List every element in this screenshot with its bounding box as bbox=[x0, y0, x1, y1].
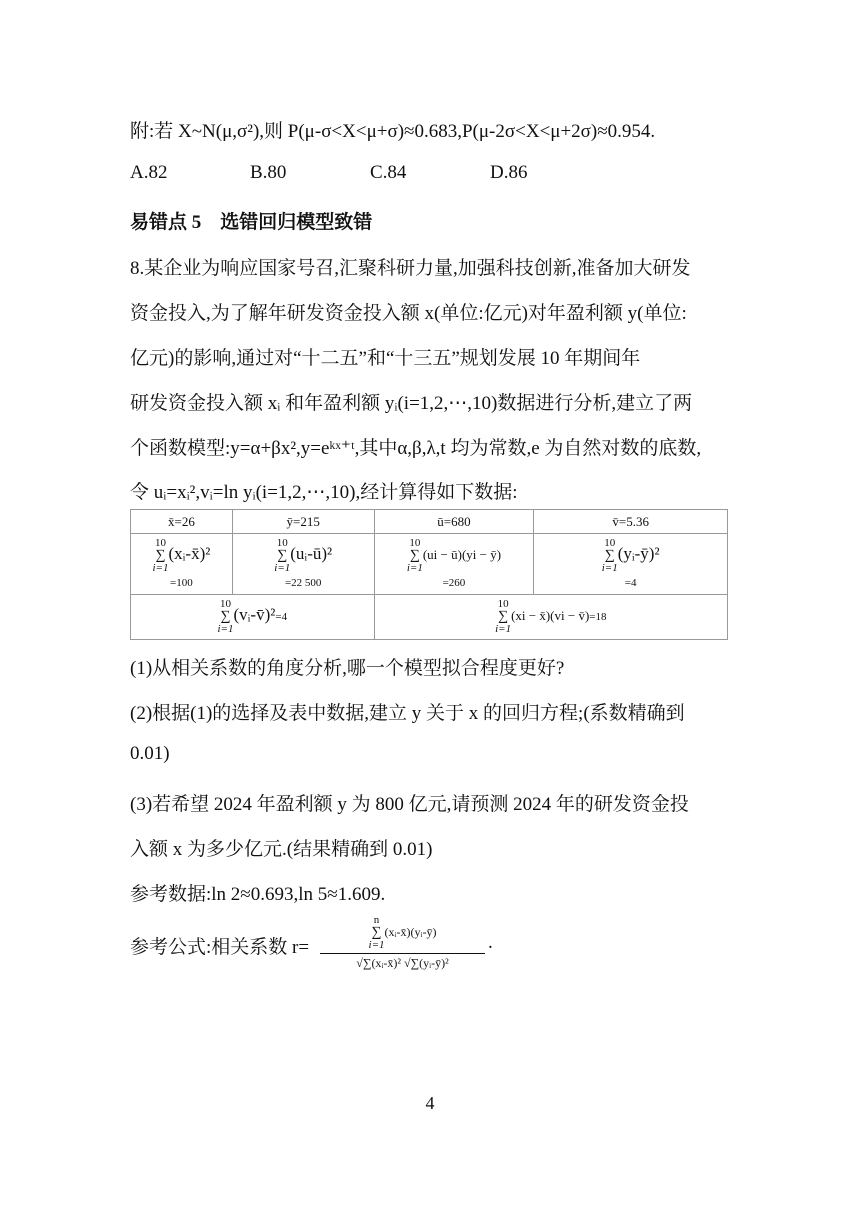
reference-data: 参考数据:ln 2≈0.693,ln 5≈1.609. bbox=[130, 884, 386, 905]
table-cell: ū=680 bbox=[374, 510, 534, 534]
summation-symbol: n ∑ i=1 bbox=[368, 914, 385, 951]
table-cell: ȳ=215 bbox=[232, 510, 374, 534]
table-row bbox=[131, 534, 728, 595]
statistics-table bbox=[130, 509, 728, 640]
option-b: B.80 bbox=[250, 162, 287, 183]
formula-period: . bbox=[488, 932, 493, 953]
table-cell: 10 ∑ i=1 (uᵢ-ū)² =22 500 bbox=[232, 534, 374, 595]
option-d: D.86 bbox=[490, 162, 528, 183]
question-8-line-2: 资金投入,为了解年研发资金投入额 x(单位:亿元)对年盈利额 y(单位: bbox=[130, 303, 687, 324]
correlation-formula bbox=[320, 915, 485, 971]
table-row bbox=[131, 595, 728, 640]
question-8-line-5: 个函数模型:y=α+βx²,y=eᵏˣ⁺ᵗ,其中α,β,λ,t 均为常数,e 为自然对数的底数, bbox=[130, 438, 702, 459]
question-8-line-4: 研发资金投入额 xᵢ 和年盈利额 yᵢ(i=1,2,⋯,10)数据进行分析,建立了两 bbox=[130, 393, 693, 414]
question-8-line-6: 令 uᵢ=xᵢ²,vᵢ=ln yᵢ(i=1,2,⋯,10),经计算得如下数据: bbox=[130, 482, 518, 503]
section-heading: 易错点 5 选错回归模型致错 bbox=[130, 212, 373, 233]
table-cell: 10 ∑ i=1 (xi − x̄)(vi − v̄)=18 bbox=[374, 595, 727, 640]
summation-symbol: 10 ∑ i=1 bbox=[152, 537, 169, 574]
formula-denominator: √∑(xᵢ-x̄)² √∑(yᵢ-ȳ)² bbox=[356, 956, 449, 970]
formula-numerator: n ∑ i=1 (xᵢ-x̄)(yᵢ-ȳ) bbox=[320, 915, 485, 954]
table-cell: v̄=5.36 bbox=[534, 510, 728, 534]
normal-distribution-note: 附:若 X~N(μ,σ²),则 P(μ-σ<X<μ+σ)≈0.683,P(μ-2σ<X<μ+2σ)≈0.954. bbox=[130, 121, 656, 142]
table-cell: 10 ∑ i=1 (ui − ū)(yi − ȳ) =260 bbox=[374, 534, 534, 595]
part-1: (1)从相关系数的角度分析,哪一个模型拟合程度更好? bbox=[130, 658, 565, 679]
table-cell: x̄=26 bbox=[131, 510, 233, 534]
question-8-line-3: 亿元)的影响,通过对“十二五”和“十三五”规划发展 10 年期间年 bbox=[130, 348, 641, 369]
table-cell: 10 ∑ i=1 (yᵢ-ȳ)² =4 bbox=[534, 534, 728, 595]
page-number: 4 bbox=[425, 1093, 435, 1113]
table-cell: 10 ∑ i=1 (xᵢ-x̄)² =100 bbox=[131, 534, 233, 595]
option-a: A.82 bbox=[130, 162, 168, 183]
summation-symbol: 10 ∑ i=1 bbox=[406, 537, 423, 574]
question-8-line-1: 8.某企业为响应国家号召,汇聚科研力量,加强科技创新,准备加大研发 bbox=[130, 258, 691, 279]
summation-symbol: 10 ∑ i=1 bbox=[495, 598, 512, 635]
summation-symbol: 10 ∑ i=1 bbox=[601, 537, 618, 574]
part-2-line-1: (2)根据(1)的选择及表中数据,建立 y 关于 x 的回归方程;(系数精确到 bbox=[130, 703, 685, 724]
summation-symbol: 10 ∑ i=1 bbox=[274, 537, 291, 574]
table-cell: 10 ∑ i=1 (vᵢ-v̄)²=4 bbox=[131, 595, 375, 640]
summation-symbol: 10 ∑ i=1 bbox=[217, 598, 234, 635]
table-row bbox=[131, 510, 728, 534]
part-2-line-2: 0.01) bbox=[130, 743, 170, 764]
reference-formula-label: 参考公式:相关系数 r= bbox=[130, 937, 310, 958]
part-3-line-2: 入额 x 为多少亿元.(结果精确到 0.01) bbox=[130, 839, 433, 860]
part-3-line-1: (3)若希望 2024 年盈利额 y 为 800 亿元,请预测 2024 年的研发资金投 bbox=[130, 794, 689, 815]
option-c: C.84 bbox=[370, 162, 407, 183]
